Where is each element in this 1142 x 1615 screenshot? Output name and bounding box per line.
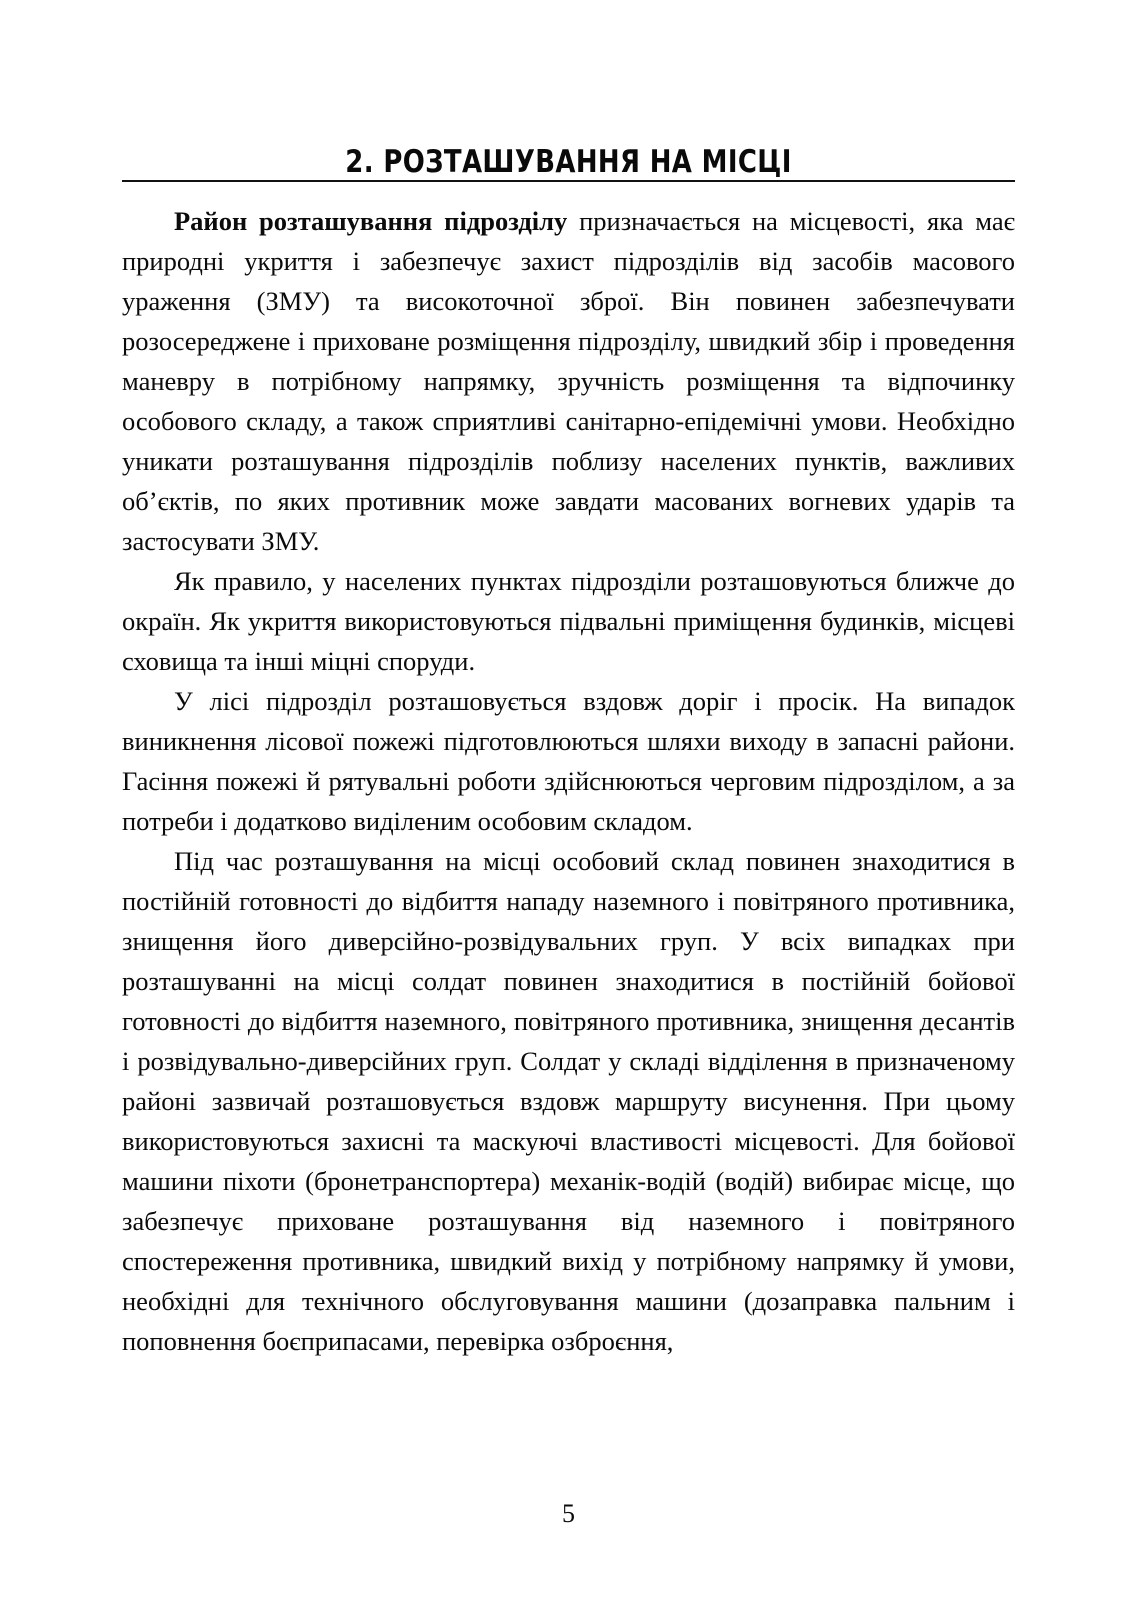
paragraph-2 (122, 561, 1015, 681)
page-content-area (122, 0, 1015, 1615)
body-text-block (122, 201, 1015, 1361)
paragraph-4 (122, 841, 1015, 1361)
paragraph-3 (122, 681, 1015, 841)
paragraph-1-lead-run: Район розташування підрозділу (174, 206, 568, 236)
page-title: 2. РОЗТАШУВАННЯ НА МІСЦІ (345, 143, 792, 180)
paragraph-4-text: Під час розташування на місці особовий склад повинен знаходитися в постійній готовності до відбиття нападу наземного і повітряного противника, знищення його диверсійно-розвідувальних груп. У всіх випадках при розташуванні на місці солдат повинен знаходитися в постійній бойової готовності до відбиття наземного, повітряного противника, знищення десантів і розвідувально-диверсійних груп. Солдат у складі відділення в призначеному районі зазвичай розташовується вздовж маршруту висунення. При цьому використовуються захисні та маскуючі властивості місцевості. Для бойової машини піхоти (бронетранспортера) механік-водій (водій) вибирає місце, що забезпечує приховане розташування від наземного і повітряного спостереження противника, швидкий вихід у потрібному напрямку й умови, необхідні для технічного обслуговування машини (дозаправка пальним і поповнення боєприпасами, перевірка озброєння, (122, 846, 1015, 1356)
paragraph-1-text: призначається на місцевості, яка має природні укриття і забезпечує захист підрозділів від засобів масового ураження (ЗМУ) та високоточної зброї. Він повинен забезпечувати розосереджене і приховане розміщення підрозділу, швидкий збір і проведення маневру в потрібному напрямку, зручність розміщення та відпочинку особового складу, а також сприятливі санітарно-епідемічні умови. Необхідно уникати розташування підрозділів поблизу населених пунктів, важливих об’єктів, по яких противник може завдати масованих вогневих ударів та застосувати ЗМУ. (122, 206, 1015, 556)
heading-divider (122, 180, 1015, 182)
page-folio: 5 (562, 1499, 575, 1528)
paragraph-1 (122, 201, 1015, 561)
paragraph-2-text: Як правило, у населених пунктах підрозділи розташовуються ближче до окраїн. Як укриття використовуються підвальні приміщення будинків, місцеві сховища та інші міцні споруди. (122, 566, 1015, 676)
paragraph-3-text: У лісі підрозділ розташовується вздовж доріг і просік. На випадок виникнення лісової пожежі підготовлюються шляхи виходу в запасні райони. Гасіння пожежі й рятувальні роботи здійснюються черговим підрозділом, а за потреби і додатково виділеним особовим складом. (122, 686, 1015, 836)
